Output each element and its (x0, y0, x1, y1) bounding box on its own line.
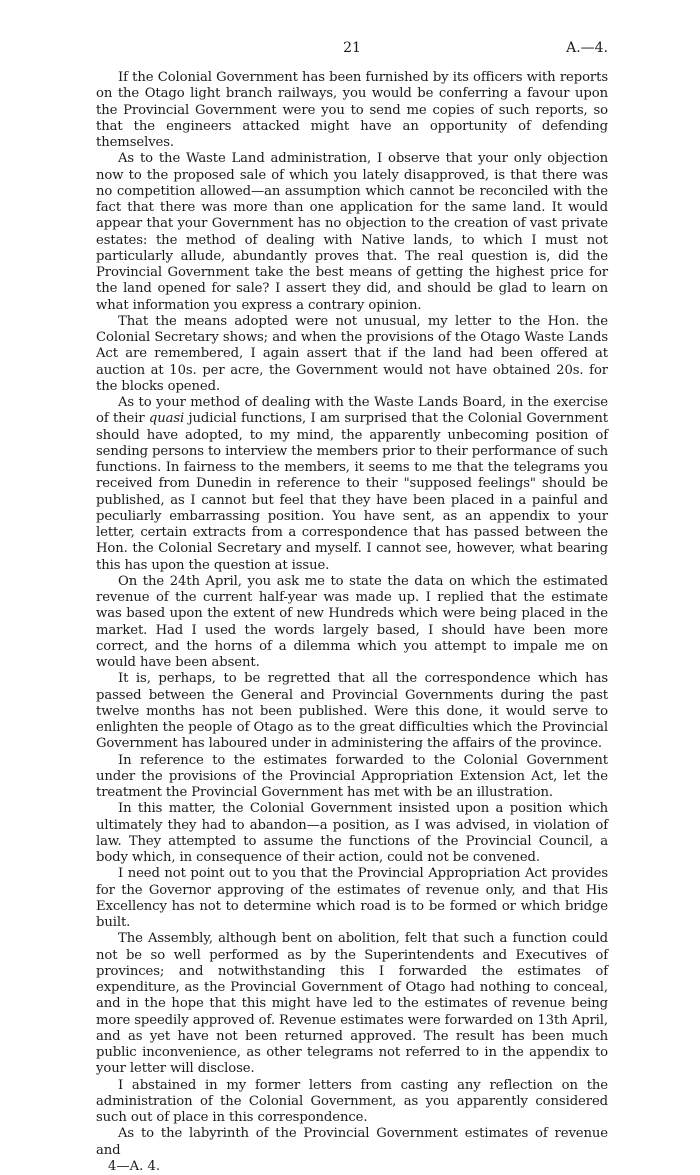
paragraph: In this matter, the Colonial Government insisted upon a position which ultimately they had to abandon—a position, as I was advised, in violation of law. They attempted to assume the functions of the Provincial Council, a body which, in consequence of their action, could not be convened. (96, 801, 608, 865)
paragraph: If the Colonial Government has been furnished by its officers with reports on the Otago light branch railways, you would be conferring a favour upon the Provincial Government were you to send me copies of such reports, so that the engineers attacked might have an opportunity of defending themselves. (96, 70, 608, 150)
page-number: 21 (343, 40, 361, 56)
series-reference: A.—4. (566, 40, 608, 56)
paragraph: The Assembly, although bent on abolition, felt that such a function could not be so well performed as by the Superintendents and Executives of provinces; and notwithstanding this I forwarded the estimates of expenditure, as the Provincial Government of Otago had nothing to conceal, and in the hope that this might have led to the estimates of revenue being more speedily approved of. Revenue estimates were forwarded on 13th April, and as yet have not been returned approved. The result has been much public inconvenience, as other telegrams not referred to in the appendix to your letter will disclose. (96, 931, 608, 1077)
paragraph: As to the labyrinth of the Provincial Government estimates of revenue and (96, 1126, 608, 1158)
paragraph: I need not point out to you that the Provincial Appropriation Act provides for the Governor approving of the estimates of revenue only, and that His Excellency has not to determine which road is to be formed or which bridge built. (96, 866, 608, 930)
paragraph: It is, perhaps, to be regretted that all the correspondence which has passed between the General and Provincial Governments during the past twelve months has not been published. Were this done, it would serve to enlighten the people of Otago as to the great difficulties which the Provincial Government has laboured under in administering the affairs of the province. (96, 671, 608, 752)
paragraph: That the means adopted were not unusual, my letter to the Hon. the Colonial Secretary shows; and when the provisions of the Otago Waste Lands Act are remembered, I again assert that if the land had been offered at auction at 10s. per acre, the Government would not have obtained 20s. for the blocks opened. (96, 313, 608, 394)
paragraph: As to your method of dealing with the Waste Lands Board, in the exercise of their quasi judicial functions, I am surprised that the Colonial Government should have adopted, to my mind, the apparently unbecoming position of sending persons to interview the members prior to their performance of such functions. In fairness to the members, it seems to me that the telegrams you received from Dunedin in reference to their "supposed feelings" should be published, as I cannot but feel that they have been placed in a painful and peculiarly embarrassing position. You have sent, as an appendix to your letter, certain extracts from a correspondence that has passed between the Hon. the Colonial Secretary and myself. I cannot see, however, what bearing this has upon the question at issue. (96, 395, 608, 573)
body-text (96, 70, 608, 1159)
page-header (96, 40, 608, 62)
paragraph: In reference to the estimates forwarded to the Colonial Government under the provisions of the Provincial Appropriation Extension Act, let the treatment the Provincial Government has met with be an illustration. (96, 752, 608, 800)
signature-mark: 4—A. 4. (108, 1158, 161, 1174)
paragraph: On the 24th April, you ask me to state the data on which the estimated revenue of the current half-year was made up. I replied that the estimate was based upon the extent of new Hundreds which were being placed in the market. Had I used the words largely based, I should have been more correct, and the horns of a dilemma which you attempt to impale me on would have been absent. (96, 573, 608, 670)
paragraph: As to the Waste Land administration, I observe that your only objection now to the proposed sale of which you lately disapproved, is that there was no competition allowed—an assumption which cannot be reconciled with the fact that there was more than one application for the same land. It would appear that your Government has no objection to the creation of vast private estates: the method of dealing with Native lands, to which I must not particularly allude, abundantly proves that. The real question is, did the Provincial Government take the best means of getting the highest price for the land opened for sale? I assert they did, and should be glad to learn on what information you express a contrary opinion. (96, 151, 608, 313)
paragraph: I abstained in my former letters from casting any reflection on the administration of the Colonial Government, as you apparently considered such out of place in this correspondence. (96, 1077, 608, 1125)
